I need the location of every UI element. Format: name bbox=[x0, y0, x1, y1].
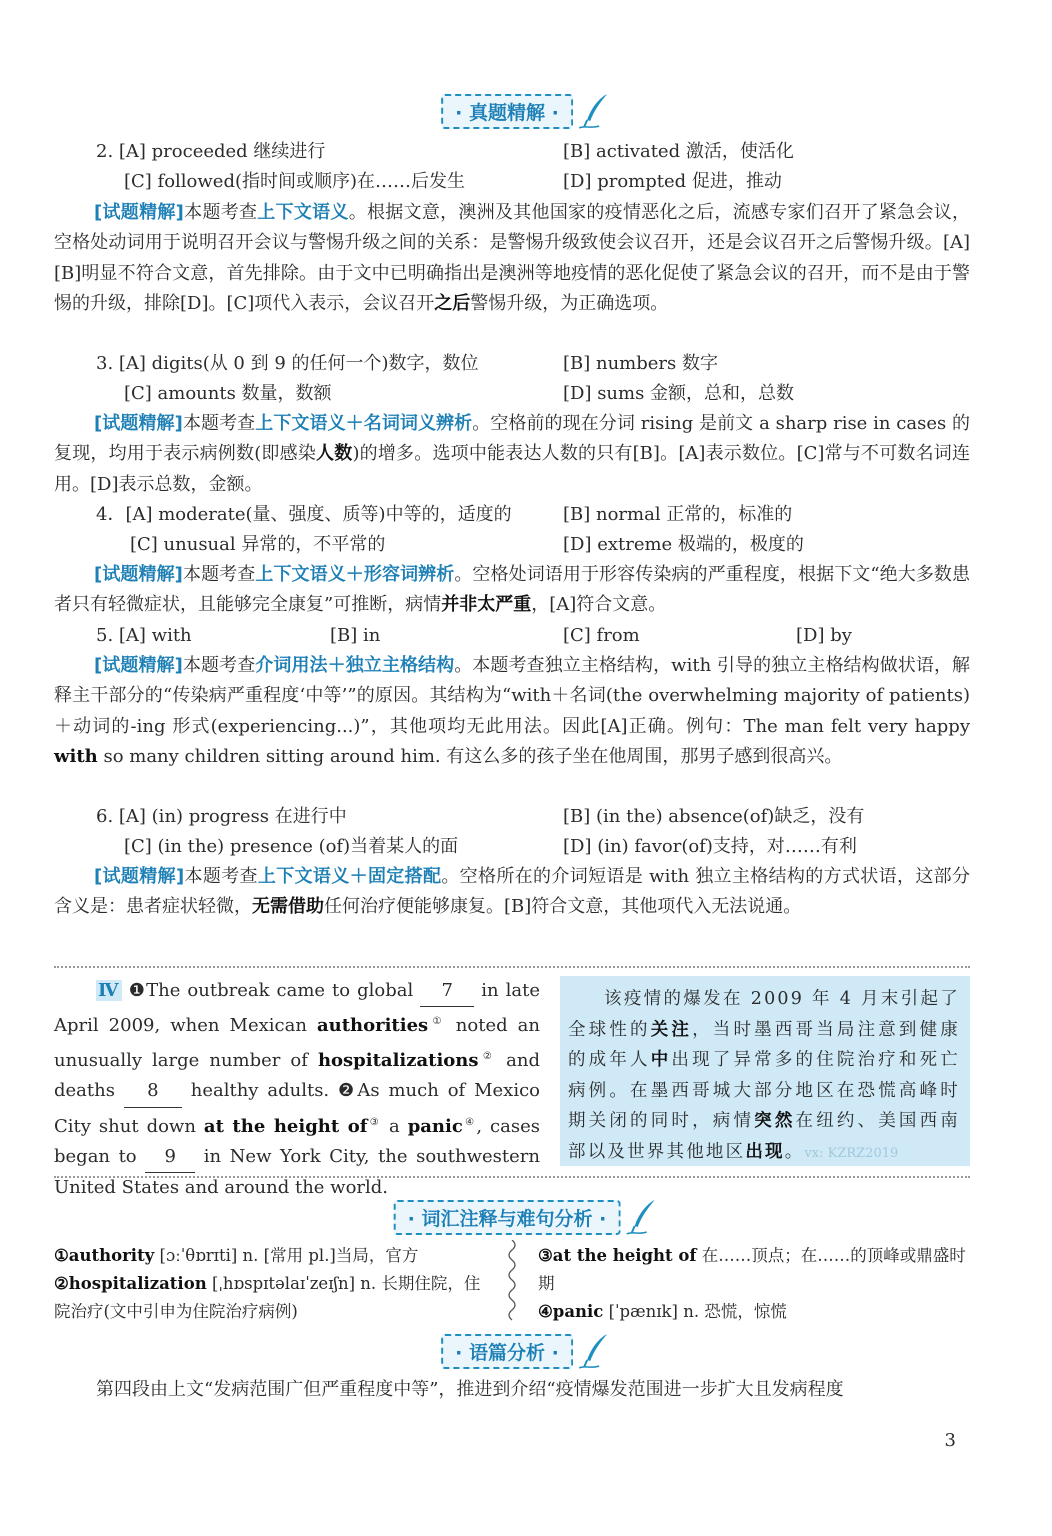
q6-option-c: [C] (in the) presence (of)当着某人的面 bbox=[124, 836, 459, 857]
section-banner-zhenti bbox=[441, 92, 611, 130]
squiggle-divider bbox=[505, 1240, 519, 1324]
q5-option-d: [D] by bbox=[796, 625, 852, 646]
sentence-marker-2: ❷ bbox=[338, 1080, 358, 1102]
explanation-text: 。根据文意，澳洲及其他国家的疫情恶化之后，流感专家们召开了紧急会议，空格处动词用于说明召开会议与警惕升级之间的关系：是警惕升级致使会议召开，还是会议召开之后警惕升级。[A][B]明显不符合文意，首先排除。由于文中已明确指出是澳洲等地疫情的恶化促使了紧急会议的召开，而不是由于警惕的升级，排除[D]。[C]项代入表示，会议召开 bbox=[54, 202, 971, 314]
vocab-note-3-cont: 期 bbox=[538, 1274, 555, 1293]
passage-text: As much of Mexico City shut down bbox=[54, 1080, 540, 1137]
translation-text: 。 bbox=[784, 1141, 805, 1162]
passage-text: and deaths bbox=[54, 1049, 541, 1102]
explanation-text: ，[A]符合文意。 bbox=[531, 594, 667, 616]
q2-option-d: [D] prompted 促进，推动 bbox=[563, 171, 782, 192]
blank-7: 7 bbox=[420, 976, 474, 1007]
blank-9: 9 bbox=[145, 1142, 195, 1173]
paragraph-number: Ⅳ bbox=[98, 980, 120, 1001]
q6-option-d: [D] (in) favor(of)支持，对……有利 bbox=[563, 836, 857, 857]
q4-option-b: [B] normal 正常的，标准的 bbox=[563, 504, 793, 525]
explanation-text: 。本题考查独立主格结构，with 引导的独立主格结构做状语，解释主干部分的“传染病严重程度‘中等’”的原因。其结构为“with＋名词(the overwhelming majority of patients)＋动词的-ing 形式(experiencing...)”，其他项均无此用法。因此[A]正确。例句：The man felt very happy bbox=[54, 655, 971, 737]
vocab-note-2 bbox=[54, 1270, 480, 1298]
sentence-marker-1: ❶ bbox=[128, 980, 147, 1001]
vocab-note-4 bbox=[538, 1298, 787, 1326]
explanation-text: )的增多。选项中能表达人数的只有[B]。[A]表示数位。[C]常与不可数名词连用。[D]表示总数，金额。 bbox=[54, 443, 970, 495]
q2-option-c: [C] followed(指时间或顺序)在……后发生 bbox=[124, 171, 466, 192]
topic-highlight: 上下文语义＋名词词义辨析 bbox=[255, 413, 473, 434]
q5-explanation bbox=[54, 651, 970, 772]
explanation-text: 。空格处词语用于形容传染病的严重程度，根据下文“绝大多数患者只有轻微症状，且能够完全康复”可推断，病情 bbox=[54, 564, 971, 616]
q4-option-c: [C] unusual 异常的，不平常的 bbox=[130, 534, 386, 555]
explanation-text: 本题考查 bbox=[183, 202, 258, 223]
passage-text: noted an unusually large number of bbox=[54, 1015, 540, 1071]
explanation-text: 本题考查 bbox=[182, 413, 256, 434]
q3-option-d: [D] sums 金额，总和，总数 bbox=[563, 383, 795, 404]
q3-explanation bbox=[54, 409, 970, 500]
vocab-word: authorities bbox=[316, 1015, 429, 1037]
explanation-text: 。空格前的现在分词 rising 是前文 a sharp rise in cases 的复现，均用于表示病例数(即感染 bbox=[54, 413, 971, 465]
quill-pen-icon bbox=[577, 92, 611, 130]
bold-keyword: 之后 bbox=[434, 292, 471, 314]
vocab-word: at the height of bbox=[203, 1115, 368, 1137]
banner-label: · 真题精解 · bbox=[441, 94, 573, 129]
footnote-mark: ② bbox=[478, 1050, 497, 1062]
vocab-term: ①authority bbox=[54, 1246, 155, 1265]
vocab-term: ③at the height of bbox=[538, 1246, 697, 1265]
topic-highlight: 上下文语义 bbox=[257, 202, 349, 223]
divider bbox=[54, 966, 970, 968]
q3-option-c: [C] amounts 数量，数额 bbox=[124, 383, 332, 404]
vocab-term: ④panic bbox=[538, 1302, 604, 1321]
passage-text: in New York City, the southwestern United States and around the world. bbox=[54, 1146, 540, 1199]
blank-8: 8 bbox=[124, 1076, 182, 1107]
bold-keyword: 中 bbox=[650, 1050, 672, 1070]
bold-keyword: 出现 bbox=[745, 1141, 785, 1162]
divider bbox=[54, 1176, 970, 1178]
footnote-mark: ③ bbox=[367, 1116, 381, 1128]
passage-text: a bbox=[380, 1115, 408, 1137]
translation-box bbox=[560, 976, 970, 1166]
vocab-definition: [ˈpænɪk] n. 恐慌，惊慌 bbox=[603, 1302, 787, 1321]
section-banner-analysis bbox=[441, 1332, 611, 1370]
q3-option-b: [B] numbers 数字 bbox=[563, 353, 718, 374]
topic-highlight: 介词用法＋独立主格结构 bbox=[255, 655, 455, 676]
footnote-mark: ① bbox=[428, 1016, 446, 1028]
explanation-label: [试题精解] bbox=[94, 866, 185, 887]
vocab-note-3 bbox=[538, 1242, 966, 1270]
q6-option-b: [B] (in the) absence(of)缺乏，没有 bbox=[563, 806, 865, 827]
q5-option-c: [C] from bbox=[563, 625, 640, 646]
bold-keyword: 关注 bbox=[650, 1019, 693, 1040]
bold-keyword: 人数 bbox=[316, 443, 353, 465]
footnote-mark: ④ bbox=[462, 1116, 477, 1128]
explanation-text: 。空格所在的介词短语是 with 独立主格结构的方式状语，这部分含义是：患者症状轻微， bbox=[54, 866, 971, 918]
q3-option-a: 3. [A] digits(从 0 到 9 的任何一个)数字，数位 bbox=[96, 353, 479, 374]
translation-text: 该疫情的爆发在 2009 年 4 月末引起了全球性的 bbox=[568, 989, 960, 1040]
explanation-label: [试题精解] bbox=[94, 564, 183, 585]
vocab-definition: [ɔːˈθɒrɪti] n. [常用 pl.]当局，官方 bbox=[154, 1246, 419, 1265]
passage-text: healthy adults. bbox=[181, 1080, 339, 1102]
vocab-term: ②hospitalization bbox=[54, 1274, 207, 1293]
explanation-label: [试题精解] bbox=[94, 413, 183, 434]
vocab-note-2-cont: 院治疗(文中引申为住院治疗病例) bbox=[54, 1302, 298, 1321]
topic-highlight: 上下文语义＋形容词辨析 bbox=[255, 564, 455, 585]
analysis-text: 第四段由上文“发病范围广但严重程度中等”，推进到介绍“疫情爆发范围进一步扩大且发病程度 bbox=[96, 1379, 844, 1400]
translation-text: 在纽约、美国西南部以及世界其他地区 bbox=[568, 1111, 960, 1162]
translation-text: ，当时墨西哥当局注意到健康的成年人 bbox=[568, 1019, 960, 1070]
vocab-note-1 bbox=[54, 1242, 418, 1270]
banner-label: · 语篇分析 · bbox=[441, 1334, 573, 1369]
q2-option-b: [B] activated 激活，使活化 bbox=[563, 141, 794, 162]
topic-highlight: 上下文语义＋固定搭配 bbox=[257, 866, 442, 887]
passage-text: The outbreak came to global bbox=[146, 980, 421, 1001]
watermark: vx: KZRZ2019 bbox=[804, 1145, 899, 1161]
explanation-text: 本题考查 bbox=[182, 655, 256, 676]
q4-explanation bbox=[54, 560, 970, 621]
vocab-word: hospitalizations bbox=[317, 1049, 479, 1071]
passage-paragraph-4 bbox=[54, 976, 540, 1204]
page-number: 3 bbox=[944, 1430, 956, 1451]
explanation-text: 本题考查 bbox=[182, 564, 256, 585]
explanation-label: [试题精解] bbox=[94, 655, 183, 676]
q5-option-b: [B] in bbox=[330, 625, 381, 646]
q6-explanation bbox=[54, 862, 970, 923]
explanation-text: so many children sitting around him. 有这么多的孩子坐在他周围，那男子感到很高兴。 bbox=[97, 745, 843, 767]
explanation-label: [试题精解] bbox=[94, 202, 184, 223]
banner-label: · 词汇注释与难句分析 · bbox=[394, 1200, 621, 1235]
bold-keyword: 无需借助 bbox=[252, 896, 324, 918]
q2-option-a: 2. [A] proceeded 继续进行 bbox=[96, 141, 326, 162]
q4-option-d: [D] extreme 极端的，极度的 bbox=[563, 534, 804, 555]
explanation-text: 任何治疗便能够康复。[B]符合文意，其他项代入无法说通。 bbox=[324, 896, 802, 918]
bold-keyword: 突然 bbox=[754, 1111, 796, 1131]
q6-option-a: 6. [A] (in) progress 在进行中 bbox=[96, 806, 347, 827]
section-banner-vocab bbox=[394, 1198, 659, 1236]
passage-text: , cases began to bbox=[54, 1115, 540, 1168]
q4-option-a: 4．[A] moderate(量、强度、质等)中等的，适度的 bbox=[96, 504, 512, 525]
vocab-definition: 在……顶点；在……的顶峰或鼎盛时 bbox=[696, 1246, 966, 1265]
quill-pen-icon bbox=[624, 1198, 658, 1236]
vocab-definition: [ˌhɒspɪtəlaɪˈzeɪʃn] n. 长期住院，住 bbox=[206, 1274, 481, 1293]
passage-text: in late April 2009, when Mexican bbox=[54, 980, 540, 1037]
explanation-text: 警惕升级，为正确选项。 bbox=[470, 292, 669, 314]
quill-pen-icon bbox=[577, 1332, 611, 1370]
bold-keyword: with bbox=[54, 745, 98, 767]
q5-option-a: 5. [A] with bbox=[96, 625, 192, 646]
vocab-word: panic bbox=[407, 1115, 463, 1137]
bold-keyword: 并非太严重 bbox=[441, 594, 532, 616]
q2-explanation bbox=[54, 198, 970, 319]
explanation-text: 本题考查 bbox=[184, 866, 258, 887]
translation-text: 出现了异常多的住院治疗和死亡病例。在墨西哥城大部分地区在恐慌高峰时期关闭的同时，病情 bbox=[568, 1050, 960, 1131]
